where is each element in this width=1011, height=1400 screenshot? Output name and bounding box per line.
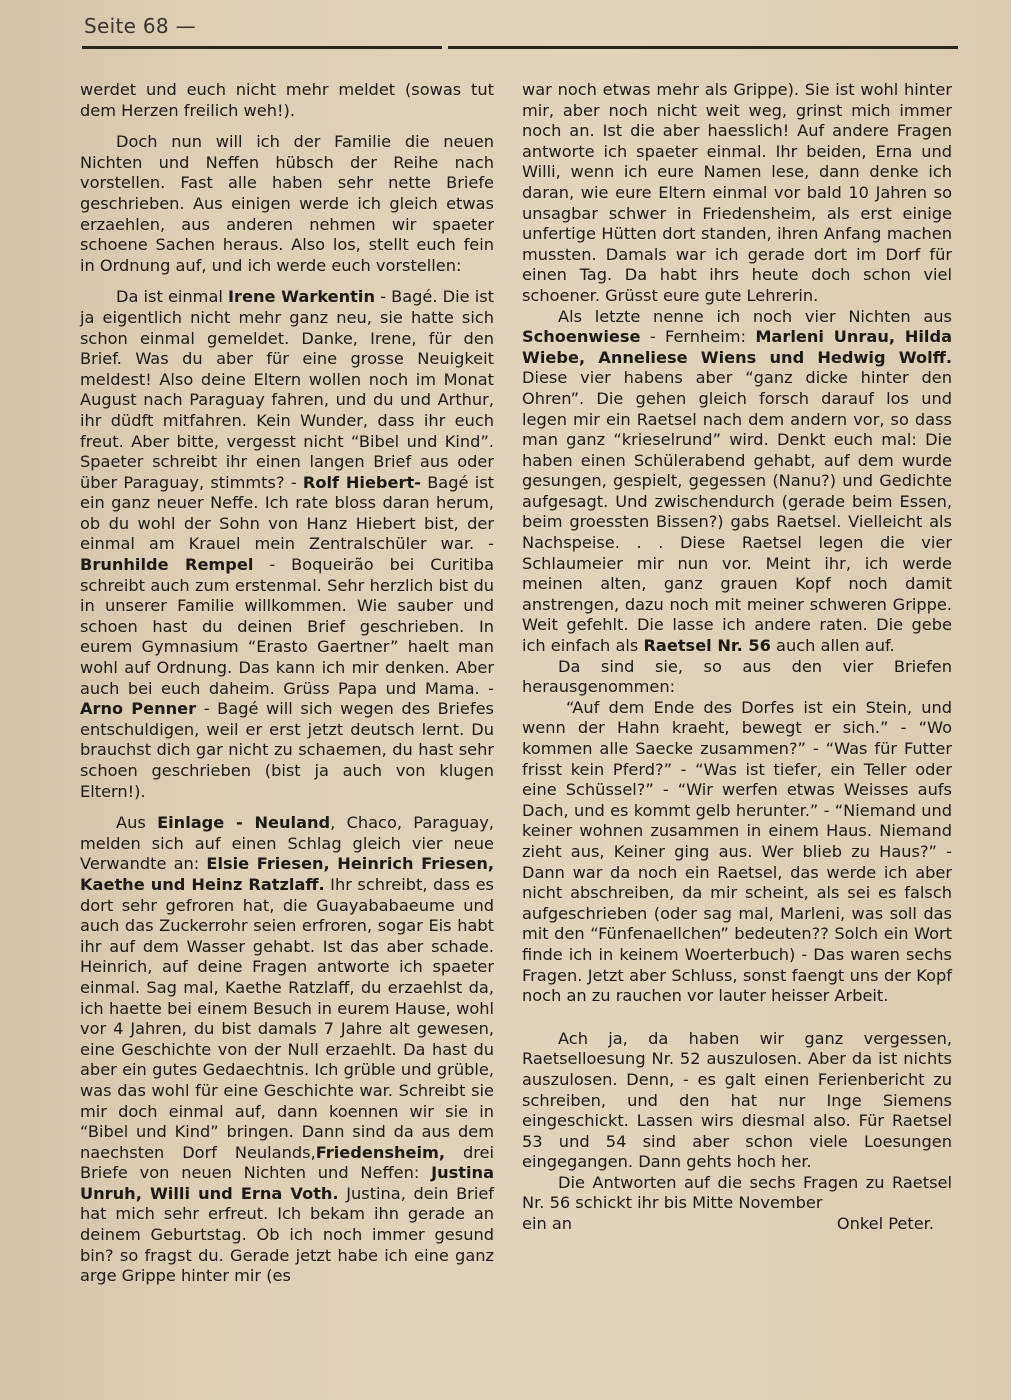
header-rule-left: [82, 46, 442, 49]
paragraph: Die Antworten auf die sechs Fragen zu Raetsel Nr. 56 schickt ihr bis Mitte November: [522, 1172, 952, 1213]
person-names: Elsie Friesen, Heinrich Friesen, Kaethe und Heinz Ratzlaff.: [80, 854, 494, 894]
text-run: auch allen auf.: [770, 636, 895, 656]
text-run: Ihr schreibt, dass es dort sehr gefroren hat, die Guayababaeume und auch das Zuckerrohr seien erfroren, sogar Eis habt ihr auf dem Wasser gehabt. Ist das aber schade. Heinrich, auf deine Fragen antworte ich spaeter einmal. Sag mal, Kaethe Ratzlaff, du erzaehlst da, ich haette bei einem Besuch in eurem Hause, wohl vor 4 Jahren, du bist damals 7 Jahre alt gewesen, eine Geschichte von der Null erzaehlt. Da hast du aber ein gutes Gedaechtnis. Ich grüble und grüble, was das wohl für eine Geschichte war. Schreibt sie mir doch einmal auf, dann koennen wir sie in “Bibel und Kind” bringen. Dann sind da aus dem naechsten Dorf Neulands,: [80, 874, 494, 1162]
paragraph-neuland: [80, 813, 494, 1287]
left-column: [80, 80, 494, 1287]
place-name: Einlage - Neuland: [157, 813, 331, 833]
right-column: [522, 80, 952, 1235]
paragraph: Doch nun will ich der Familie die neuen Nichten und Neffen hübsch der Reihe nach vorstellen. Fast alle haben sehr nette Briefe geschrieben. Aus einigen werde ich gleich etwas erzaehlen, aus anderen nehmen wir spaeter schoene Sachen heraus. Also los, stellt euch fein in Ordnung auf, und ich werde euch vorstellen:: [80, 132, 494, 275]
text-run: Da ist einmal: [116, 287, 229, 307]
person-name: Brunhilde Rempel: [80, 555, 254, 575]
text-run: Justina, dein Brief hat mich sehr erfreut. Ich bekam ihn gerade an deinem Geburtstag. Ob ich noch immer gesund bin? so fragst du. Gerade jetzt habe ich eine ganz arge Grippe hinter mir (es: [80, 1183, 494, 1286]
signature: Onkel Peter.: [836, 1214, 934, 1234]
text-run: - Bagé will sich wegen des Briefes entschuldigen, weil er erst jetzt deutsch lernt. Du brauchst dich gar nicht zu schaemen, du hast sehr schoen geschrieben (bist ja auch von klugen Eltern!).: [80, 699, 494, 801]
text-run: ein an: [522, 1214, 573, 1234]
paragraph: war noch etwas mehr als Grippe). Sie ist wohl hinter mir, aber noch nicht weit weg, grinst mich immer noch an. Ist die aber haesslich! Auf andere Fragen antworte ich spaeter einmal. Ihr beiden, Erna und Willi, wenn ich eure Namen lese, dann denke ich daran, wie eure Eltern einmal vor bald 10 Jahren so unsagbar schwer in Friedensheim, als erst einige unfertige Hütten dort standen, ihren Anfang machen mussten. Damals war ich gerade dort im Dorf für einen Tag. Da habt ihrs heute doch schon viel schoener. Grüsst eure gute Lehrerin.: [522, 80, 952, 305]
text-run: - Boqueirão bei Curitiba schreibt auch zum erstenmal. Sehr herzlich bist du in unserer Familie willkommen. Wie sauber und schoen hast du deinen Brief geschrieben. In eurem Gymnasium “Erasto Gaertner” haelt man wohl auf Ordnung. Das kann ich mir denken. Aber auch bei euch daheim. Grüss Papa und Mama. -: [80, 555, 494, 698]
person-name: Arno Penner: [80, 699, 197, 719]
text-run: - Fernheim:: [640, 327, 756, 347]
place-name: Friedensheim,: [315, 1142, 446, 1162]
text-run: , Chaco, Paraguay, melden sich auf einen Schlag gleich vier neue Verwandte an:: [80, 813, 494, 874]
text-run: drei Briefe von neuen Nichten und Neffen:: [80, 1142, 494, 1183]
paragraph-introductions: [80, 287, 494, 802]
place-name: Schoenwiese: [522, 327, 641, 347]
text-run: Als letzte nenne ich noch vier Nichten aus: [558, 306, 952, 326]
riddle-questions: “Auf dem Ende des Dorfes ist ein Stein, und wenn der Hahn kraeht, bewegt er sich.” - “Wo kommen alle Saecke zusammen?” - “Was für Futter frisst kein Pferd?” - “Was ist tiefer, ein Teller oder eine Schüssel?” - “Wir werfen etwas Weisses aufs Dach, und es kommt gelb herunter.” - “Niemand und keiner wohnen zusammen in einem Haus. Niemand zieht aus, Keiner ging aus. Wer blieb zu Haus?” - Dann war da noch ein Raetsel, das werde ich aber nicht abschreiben, da mir scheint, als sei es falsch aufgeschrieben (oder sag mal, Marleni, was soll das mit den “Fünfenaellchen” bedeuten?? Solch ein Wort finde ich in keinem Woerterbuch) - Das waren sechs Fragen. Jetzt aber Schluss, sonst faengt uns der Kopf noch an zu rauchen vor lauter heisser Arbeit.: [522, 697, 952, 1006]
text-run: - Bagé. Die ist ja eigentlich nicht mehr ganz neu, sie hatte sich schon einmal gemeldet. Danke, Irene, für den Brief. Was du aber für eine grosse Neuigkeit meldest! Also deine Eltern wollen noch im Monat August nach Paraguay fahren, und du und Arthur, ihr düdft mitfahren. Kein Wunder, dass ihr euch freut. Aber bitte, vergesst nicht “Bibel und Kind”. Spaeter schreibt ihr einen langen Brief aus oder über Paraguay, stimmts? -: [80, 287, 494, 492]
person-name: Rolf Hiebert-: [302, 472, 421, 492]
person-name: Irene Warkentin: [228, 287, 375, 307]
text-run: Aus: [116, 813, 158, 833]
paragraph: werdet und euch nicht mehr meldet (sowas tut dem Herzen freilich weh!).: [80, 80, 494, 120]
person-names: Marleni Unrau, Hilda Wiebe, Anneliese Wiens und Hedwig Wolff.: [522, 327, 952, 367]
page-header: Seite 68 —: [84, 14, 196, 38]
paragraph: Da sind sie, so aus den vier Briefen herausgenommen:: [522, 656, 952, 697]
text-run: Bagé ist ein ganz neuer Neffe. Ich rate bloss daran herum, ob du wohl der Sohn von Hanz Hiebert bist, der einmal am Krauel mein Zentralschüler war. -: [80, 472, 494, 554]
paragraph: Ach ja, da haben wir ganz vergessen, Raetselloesung Nr. 52 auszulosen. Aber da ist nichts auszulosen. Denn, - es galt einen Ferienbericht zu schreiben, und den hat nur Inge Siemens eingeschickt. Lassen wirs diesmal also. Für Raetsel 53 und 54 sind aber schon viele Loesungen eingegangen. Dann gehts hoch her.: [522, 1028, 952, 1172]
header-rule-right: [448, 46, 958, 49]
riddle-reference: Raetsel Nr. 56: [643, 636, 771, 656]
closing-line: [522, 1214, 952, 1235]
text-run: Diese vier habens aber “ganz dicke hinter den Ohren”. Die gehen gleich forsch darauf los und legen mir ein Raetsel nach dem andern vor, so dass man ganz “krieselrund” wird. Denkt euch mal: Die haben einen Schülerabend gehabt, auf dem wurde gesungen, gespielt, gegessen (Nanu?) und Gedichte aufgesagt. Und zwischendurch (gerade beim Essen, beim groessten Bissen?) gabs Raetsel. Vielleicht als Nachspeise. . . Diese Raetsel legen die vier Schlaumeier mir nun vor. Meint ihr, ich werde meinen alten, ganz grauen Kopf noch damit anstrengen, dazu noch mit meiner schweren Grippe. Weit gefehlt. Die lasse ich andere raten. Die gebe ich einfach als: [522, 368, 952, 656]
person-names: Justina Unruh, Willi und Erna Voth.: [80, 1163, 494, 1203]
paragraph-schoenwiese: [522, 307, 952, 657]
